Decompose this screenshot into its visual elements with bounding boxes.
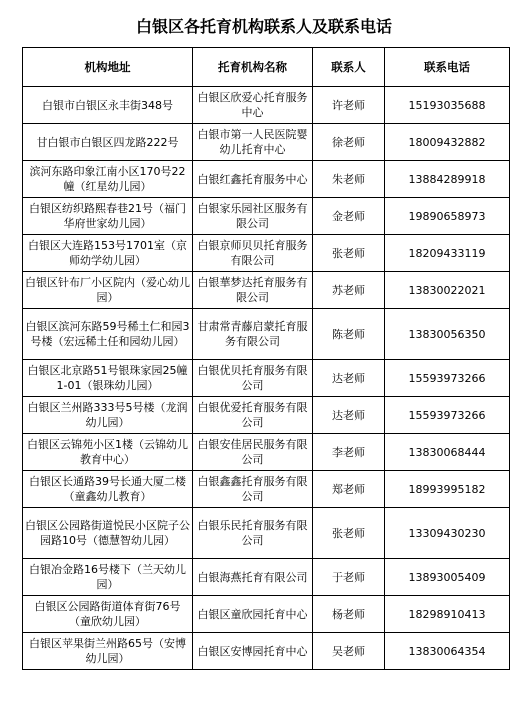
cell-address: 白银区针布厂小区院内（爱心幼儿园） xyxy=(23,272,193,309)
cell-org-name: 甘肃常青藤启蒙托育服务有限公司 xyxy=(193,309,313,360)
cell-address: 白银区苹果街兰州路65号（安博幼儿园） xyxy=(23,633,193,670)
header-org-name: 托育机构名称 xyxy=(193,48,313,87)
table-row xyxy=(23,161,510,198)
cell-address: 白银冶金路16号楼下（兰天幼儿园） xyxy=(23,559,193,596)
cell-org-name: 白银区欣爱心托育服务中心 xyxy=(193,87,313,124)
cell-org-name: 白银家乐园社区服务有限公司 xyxy=(193,198,313,235)
cell-address: 白银区云锦苑小区1楼（云锦幼儿教育中心） xyxy=(23,434,193,471)
cell-phone: 18993995182 xyxy=(385,471,510,508)
cell-address: 白银区滨河东路59号稀土仁和园3号楼（宏远稀土任和园幼儿园） xyxy=(23,309,193,360)
cell-org-name: 白银市第一人民医院婴幼儿托育中心 xyxy=(193,124,313,161)
cell-phone: 18009432882 xyxy=(385,124,510,161)
table-row xyxy=(23,596,510,633)
cell-contact: 杨老师 xyxy=(313,596,385,633)
cell-org-name: 白银优贝托育服务有限公司 xyxy=(193,360,313,397)
cell-phone: 13830022021 xyxy=(385,272,510,309)
cell-contact: 朱老师 xyxy=(313,161,385,198)
cell-phone: 13893005409 xyxy=(385,559,510,596)
table-row xyxy=(23,272,510,309)
cell-address: 白银区北京路51号银珠家园25幢1-01（银珠幼儿园） xyxy=(23,360,193,397)
cell-org-name: 白银区安博园托育中心 xyxy=(193,633,313,670)
cell-contact: 张老师 xyxy=(313,235,385,272)
cell-contact: 金老师 xyxy=(313,198,385,235)
cell-phone: 18209433119 xyxy=(385,235,510,272)
table-row xyxy=(23,360,510,397)
cell-contact: 吴老师 xyxy=(313,633,385,670)
cell-address: 白银区公园路街道悦民小区院子公园路10号（德慧智幼儿园） xyxy=(23,508,193,559)
cell-phone: 13830056350 xyxy=(385,309,510,360)
cell-org-name: 白银京师贝贝托育服务有限公司 xyxy=(193,235,313,272)
table-row xyxy=(23,235,510,272)
cell-org-name: 白银海燕托育有限公司 xyxy=(193,559,313,596)
cell-contact: 达老师 xyxy=(313,397,385,434)
cell-contact: 许老师 xyxy=(313,87,385,124)
cell-contact: 李老师 xyxy=(313,434,385,471)
header-address: 机构地址 xyxy=(23,48,193,87)
cell-org-name: 白银乐民托育服务有限公司 xyxy=(193,508,313,559)
cell-org-name: 白银華梦达托育服务有限公司 xyxy=(193,272,313,309)
cell-phone: 13309430230 xyxy=(385,508,510,559)
cell-address: 白银区长通路39号长通大厦二楼 （童鑫幼儿教育） xyxy=(23,471,193,508)
cell-contact: 张老师 xyxy=(313,508,385,559)
table-row xyxy=(23,198,510,235)
cell-contact: 达老师 xyxy=(313,360,385,397)
header-contact: 联系人 xyxy=(313,48,385,87)
cell-address: 白银区公园路街道体育街76号（童欣幼儿园） xyxy=(23,596,193,633)
cell-contact: 陈老师 xyxy=(313,309,385,360)
table-row xyxy=(23,124,510,161)
table-row xyxy=(23,309,510,360)
cell-org-name: 白银红鑫托育服务中心 xyxy=(193,161,313,198)
cell-contact: 于老师 xyxy=(313,559,385,596)
cell-address: 白银市白银区永丰街348号 xyxy=(23,87,193,124)
cell-phone: 18298910413 xyxy=(385,596,510,633)
table-row xyxy=(23,559,510,596)
cell-contact: 郑老师 xyxy=(313,471,385,508)
table-row xyxy=(23,508,510,559)
cell-address: 白银区兰州路333号5号楼（龙润幼儿园） xyxy=(23,397,193,434)
cell-org-name: 白银安佳居民服务有限公司 xyxy=(193,434,313,471)
cell-phone: 19890658973 xyxy=(385,198,510,235)
cell-phone: 13884289918 xyxy=(385,161,510,198)
cell-org-name: 白银优爱托育服务有限公司 xyxy=(193,397,313,434)
cell-phone: 15593973266 xyxy=(385,360,510,397)
table-row xyxy=(23,87,510,124)
table-header-row xyxy=(23,48,510,87)
cell-phone: 13830068444 xyxy=(385,434,510,471)
page-title: 白银区各托育机构联系人及联系电话 xyxy=(135,17,392,36)
cell-phone: 13830064354 xyxy=(385,633,510,670)
table-row xyxy=(23,471,510,508)
cell-contact: 苏老师 xyxy=(313,272,385,309)
header-phone: 联系电话 xyxy=(385,48,510,87)
cell-phone: 15193035688 xyxy=(385,87,510,124)
cell-address: 白银区纺织路熙春巷21号（福门华府世家幼儿园） xyxy=(23,198,193,235)
cell-phone: 15593973266 xyxy=(385,397,510,434)
cell-address: 白银区大连路153号1701室（京师幼学幼儿园） xyxy=(23,235,193,272)
table-row xyxy=(23,633,510,670)
cell-org-name: 白银鑫鑫托育服务有限公司 xyxy=(193,471,313,508)
contact-table xyxy=(22,47,510,670)
cell-address: 滨河东路印象江南小区170号22幢（红星幼儿园） xyxy=(23,161,193,198)
cell-org-name: 白银区童欣园托育中心 xyxy=(193,596,313,633)
table-row xyxy=(23,397,510,434)
cell-contact: 徐老师 xyxy=(313,124,385,161)
table-row xyxy=(23,434,510,471)
cell-address: 甘白银市白银区四龙路222号 xyxy=(23,124,193,161)
